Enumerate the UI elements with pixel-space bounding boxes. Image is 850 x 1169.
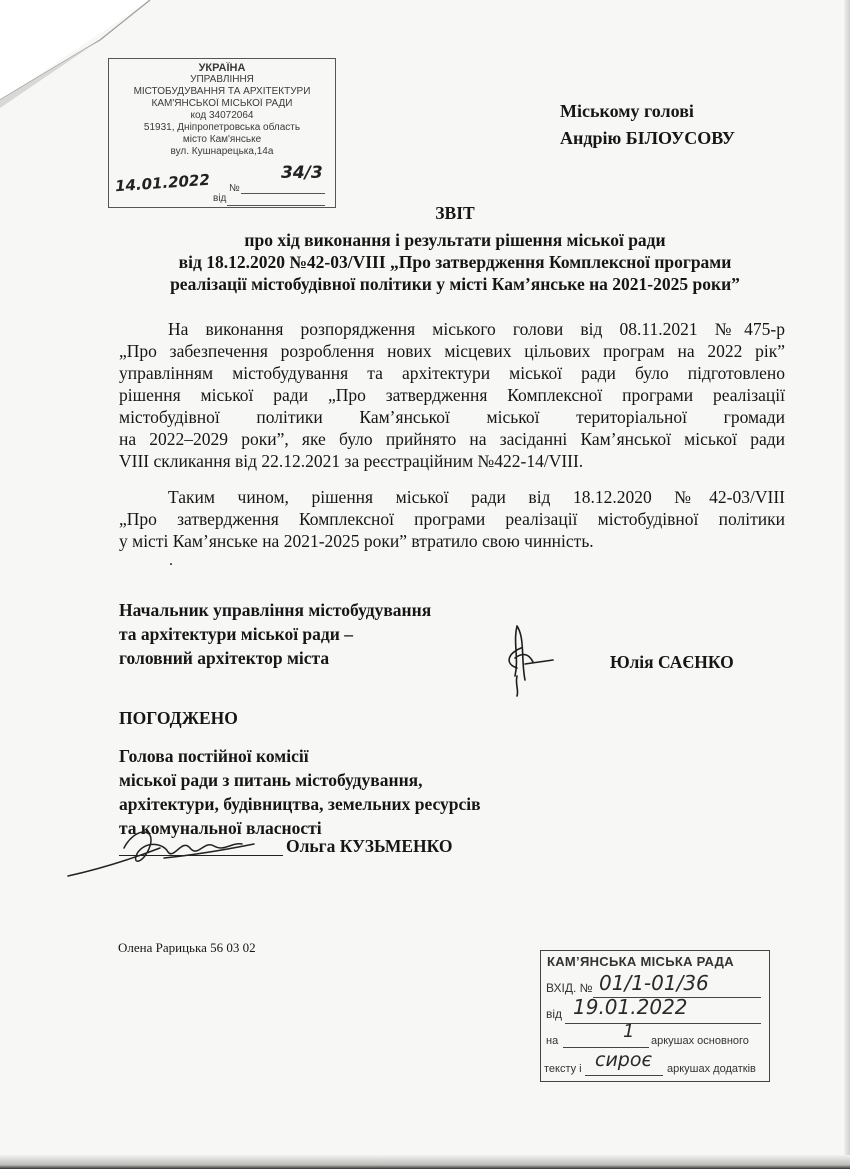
incoming-number-label: ВХІД. №	[546, 981, 593, 995]
incoming-date-label: від	[546, 1007, 563, 1021]
handwritten-signature-saienko	[495, 618, 557, 700]
paragraph-line: у місті Кам’янське на 2021-2025 роки” втратило свою чинність.	[119, 531, 594, 551]
paragraph-line: на 2022–2029 роки”, яке було прийнято на засіданні Кам’янської міської ради	[119, 429, 785, 449]
incoming-sheets-value: 1	[623, 1021, 635, 1042]
incoming-stamp-title: КАМ’ЯНСЬКА МІСЬКА РАДА	[547, 954, 734, 969]
approval-line: архітектури, будівництва, земельних ресурсів	[119, 794, 481, 814]
addressee-name: Андрію БІЛОУСОВУ	[560, 128, 736, 148]
stamp-line: УКРАЇНА	[198, 62, 246, 74]
stamp-number-label: №	[229, 183, 240, 194]
signatory-line: та архітектури міської ради –	[119, 624, 353, 644]
incoming-date-value: 19.01.2022	[573, 995, 688, 1019]
incoming-date-line	[565, 1023, 761, 1024]
document-subject-line: про хід виконання і результати рішення міської ради	[244, 230, 666, 250]
approval-heading: ПОГОДЖЕНО	[119, 708, 238, 728]
stamp-handwritten-date: 14.01.2022	[114, 170, 211, 196]
approval-line: Голова постійної комісії	[119, 746, 309, 766]
stamp-line: код 34072064	[190, 110, 254, 121]
stamp-handwritten-number: 34/3	[281, 163, 323, 183]
signatory-line: Начальник управління містобудування	[119, 600, 432, 620]
document-heading: ЗВІТ	[435, 203, 475, 223]
paragraph-line: містобудівної політики Кам’янської міської територіальної громади	[119, 407, 785, 427]
stamp-line: 51931, Дніпропетровська область	[143, 122, 301, 133]
stray-dot: .	[169, 552, 173, 569]
stamp-from-label: від	[213, 193, 227, 204]
document-subject-line: від 18.12.2020 №42-03/VIII „Про затвердження Комплексної програми	[178, 252, 732, 272]
stamp-line: вул. Кушнарецька,14а	[170, 146, 274, 157]
paragraph-line: „Про забезпечення розроблення нових місцевих цільових програм на 2022 рік”	[119, 341, 785, 361]
page-edge-shadow	[844, 0, 850, 1169]
incoming-sheets-on-label: на	[546, 1035, 559, 1047]
stamp-line: УПРАВЛІННЯ	[190, 74, 254, 85]
addressee	[560, 98, 735, 152]
approval-signature-line	[119, 855, 283, 856]
incoming-text-label: тексту і	[544, 1063, 582, 1075]
incoming-number-value: 01/1-01/36	[599, 971, 709, 995]
handwritten-signature-kuzmenko	[64, 818, 294, 882]
approval-line: міської ради з питань містобудування,	[119, 770, 423, 790]
incoming-appendix-value: сироє	[595, 1049, 652, 1071]
paragraph-line: „Про затвердження Комплексної програми реалізації містобудівної політики	[119, 509, 785, 529]
incoming-appendix-line	[585, 1075, 663, 1076]
registration-stamp	[108, 58, 336, 208]
stamp-line: МІСТОБУДУВАННЯ ТА АРХІТЕКТУРИ	[133, 86, 311, 97]
paragraph-line: Таким чином, рішення міської ради від 18.12.2020 №42-03/VIII	[168, 487, 785, 507]
signatory-name: Юлія САЄНКО	[610, 652, 734, 672]
incoming-sheets-label: аркушах основного	[651, 1035, 749, 1047]
incoming-sheets-line	[563, 1047, 649, 1048]
body-paragraph-2	[119, 486, 785, 552]
page-bottom-edge	[0, 1155, 850, 1169]
stamp-line: КАМ'ЯНСЬКОЇ МІСЬКОЇ РАДИ	[151, 98, 293, 109]
contact-info: Олена Рарицька 56 03 02	[118, 940, 256, 955]
paragraph-line: рішення міської ради „Про затвердження Комплексної програми реалізації	[119, 385, 785, 405]
stamp-number-line	[241, 193, 325, 194]
signatory-position	[119, 598, 431, 670]
paragraph-line: VIII скликання від 22.12.2021 за реєстраційним №422-14/VIII.	[119, 451, 584, 471]
addressee-line: Міському голові	[560, 101, 694, 121]
body-paragraph-1	[119, 318, 785, 472]
incoming-registration-stamp	[540, 950, 770, 1082]
paragraph-line: управлінням містобудування та архітектури міської ради було підготовлено	[119, 363, 785, 383]
signatory-line: головний архітектор міста	[119, 648, 330, 668]
incoming-appendix-label: аркушах додатків	[667, 1063, 756, 1075]
document-subject-line: реалізації містобудівної політики у місті Кам’янське на 2021-2025 роки”	[170, 274, 740, 294]
stamp-line: місто Кам'янське	[182, 134, 262, 145]
paragraph-line: На виконання розпорядження міського голови від 08.11.2021 №475-р	[168, 319, 785, 339]
approval-name: Ольга КУЗЬМЕНКО	[286, 836, 453, 856]
approval-line: та комунальної власності	[119, 818, 322, 838]
